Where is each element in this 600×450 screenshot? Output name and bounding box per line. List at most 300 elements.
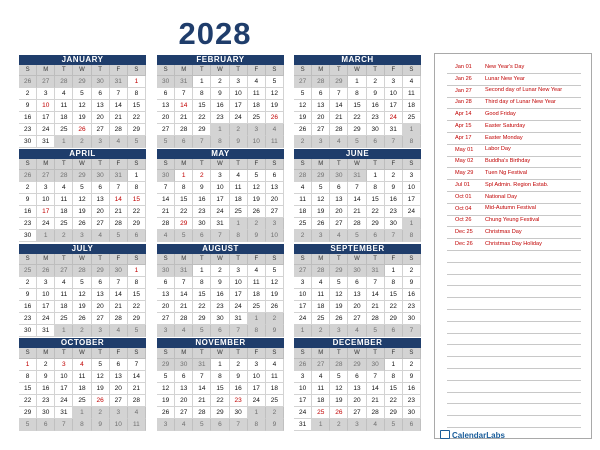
day-cell: 10: [403, 182, 421, 194]
adjacent-month-day-cell: 6: [385, 325, 403, 337]
month-days-grid: [294, 159, 421, 242]
adjacent-month-day-cell: 29: [73, 76, 91, 88]
adjacent-month-day-cell: 30: [110, 265, 128, 277]
day-cell: 10: [230, 277, 248, 289]
day-cell: 27: [348, 313, 366, 325]
holiday-name: Good Friday: [485, 110, 516, 117]
day-cell: 28: [175, 124, 193, 136]
day-cell: 6: [92, 277, 110, 289]
day-cell: 21: [110, 112, 128, 124]
weekday-label: M: [312, 65, 330, 76]
adjacent-month-day-cell: 5: [175, 230, 193, 242]
day-cell: 19: [330, 395, 348, 407]
adjacent-month-day-cell: 11: [128, 419, 146, 431]
day-cell: 30: [19, 325, 37, 337]
month-days-grid: [294, 348, 421, 431]
day-cell: 6: [92, 182, 110, 194]
day-cell: 12: [330, 289, 348, 301]
day-cell: 29: [348, 124, 366, 136]
weekday-label: M: [175, 159, 193, 170]
day-cell: 13: [92, 100, 110, 112]
adjacent-month-day-cell: 7: [385, 136, 403, 148]
day-cell: 2: [230, 359, 248, 371]
day-cell: 2: [403, 359, 421, 371]
day-cell: 2: [19, 88, 37, 100]
day-cell: 8: [128, 182, 146, 194]
adjacent-month-day-cell: 1: [248, 313, 266, 325]
day-cell: 8: [348, 88, 366, 100]
adjacent-month-day-cell: 4: [128, 407, 146, 419]
day-cell: 13: [348, 289, 366, 301]
day-cell: 19: [73, 206, 91, 218]
day-cell: 23: [403, 395, 421, 407]
weekday-label: F: [385, 254, 403, 265]
holiday-date: Oct 04: [455, 205, 472, 212]
day-cell: 31: [211, 218, 229, 230]
day-cell: 29: [175, 218, 193, 230]
weekday-label: T: [55, 65, 73, 76]
day-cell: 23: [19, 124, 37, 136]
blank-line: [447, 322, 581, 334]
adjacent-month-day-cell: 8: [403, 230, 421, 242]
day-cell: 17: [37, 112, 55, 124]
holiday-date: Oct 01: [455, 193, 472, 200]
day-cell: 6: [330, 182, 348, 194]
weekday-label: S: [19, 254, 37, 265]
month-september: [294, 244, 421, 337]
adjacent-month-day-cell: 7: [230, 419, 248, 431]
day-cell: 4: [55, 182, 73, 194]
adjacent-month-day-cell: 30: [157, 265, 175, 277]
day-cell: 1: [193, 265, 211, 277]
adjacent-month-day-cell: 6: [128, 230, 146, 242]
adjacent-month-day-cell: 29: [73, 170, 91, 182]
day-cell: 5: [266, 76, 284, 88]
weekday-label: W: [348, 159, 366, 170]
weekday-label: M: [37, 65, 55, 76]
adjacent-month-day-cell: 6: [367, 230, 385, 242]
adjacent-month-day-cell: 3: [312, 136, 330, 148]
weekday-label: T: [230, 65, 248, 76]
day-cell: 16: [19, 112, 37, 124]
day-cell: 17: [385, 100, 403, 112]
day-cell: 5: [73, 182, 91, 194]
day-cell: 10: [385, 88, 403, 100]
weekday-label: M: [37, 348, 55, 359]
blank-line: [447, 404, 581, 416]
adjacent-month-day-cell: 1: [403, 218, 421, 230]
day-cell: 6: [175, 371, 193, 383]
day-cell: 1: [348, 76, 366, 88]
adjacent-month-day-cell: 3: [110, 407, 128, 419]
day-cell: 14: [110, 194, 128, 206]
day-cell: 4: [248, 265, 266, 277]
adjacent-month-day-cell: 8: [211, 136, 229, 148]
weekday-label: M: [37, 159, 55, 170]
month-days-grid: [19, 65, 146, 148]
day-cell: 15: [19, 383, 37, 395]
day-cell: 9: [211, 88, 229, 100]
day-cell: 14: [193, 383, 211, 395]
day-cell: 18: [248, 289, 266, 301]
holiday-name: New Year's Day: [485, 63, 525, 70]
day-cell: 25: [403, 112, 421, 124]
weekday-label: S: [128, 159, 146, 170]
adjacent-month-day-cell: 5: [348, 136, 366, 148]
day-cell: 28: [110, 218, 128, 230]
day-cell: 14: [128, 371, 146, 383]
day-cell: 2: [19, 277, 37, 289]
weekday-label: S: [157, 65, 175, 76]
holiday-date: Jan 27: [455, 87, 472, 94]
adjacent-month-day-cell: 31: [367, 265, 385, 277]
adjacent-month-day-cell: 2: [92, 407, 110, 419]
day-cell: 8: [193, 88, 211, 100]
weekday-label: T: [367, 159, 385, 170]
day-cell: 1: [19, 359, 37, 371]
day-cell: 8: [193, 277, 211, 289]
month-july: [19, 244, 146, 337]
adjacent-month-day-cell: 4: [175, 419, 193, 431]
weekday-label: S: [294, 159, 312, 170]
adjacent-month-day-cell: 27: [294, 265, 312, 277]
blank-line: [447, 369, 581, 381]
day-cell: 21: [175, 112, 193, 124]
weekday-label: T: [193, 348, 211, 359]
day-cell: 20: [175, 395, 193, 407]
day-cell: 10: [37, 100, 55, 112]
day-cell: 23: [367, 112, 385, 124]
weekday-label: S: [266, 65, 284, 76]
weekday-label: T: [193, 159, 211, 170]
day-cell: 28: [157, 218, 175, 230]
weekday-label: T: [330, 348, 348, 359]
day-cell: 2: [193, 170, 211, 182]
day-cell: 3: [230, 76, 248, 88]
day-cell: 30: [385, 218, 403, 230]
adjacent-month-day-cell: 31: [175, 76, 193, 88]
adjacent-month-day-cell: 6: [403, 419, 421, 431]
day-cell: 18: [55, 112, 73, 124]
weekday-label: T: [92, 159, 110, 170]
weekday-label: M: [312, 159, 330, 170]
day-cell: 13: [157, 289, 175, 301]
day-cell: 28: [110, 313, 128, 325]
day-cell: 21: [175, 301, 193, 313]
day-cell: 22: [385, 395, 403, 407]
day-cell: 21: [367, 301, 385, 313]
day-cell: 29: [211, 407, 229, 419]
adjacent-month-day-cell: 9: [230, 136, 248, 148]
adjacent-month-day-cell: 31: [193, 359, 211, 371]
day-cell: 20: [330, 206, 348, 218]
day-cell: 14: [110, 100, 128, 112]
weekday-label: M: [175, 254, 193, 265]
day-cell: 5: [248, 170, 266, 182]
adjacent-month-day-cell: 10: [266, 230, 284, 242]
month-days-grid: [19, 159, 146, 242]
weekday-label: W: [73, 254, 91, 265]
blank-line: [447, 345, 581, 357]
weekday-label: S: [294, 254, 312, 265]
day-cell: 15: [128, 289, 146, 301]
adjacent-month-day-cell: 8: [248, 419, 266, 431]
day-cell: 21: [330, 112, 348, 124]
day-cell: 20: [110, 383, 128, 395]
day-cell: 1: [128, 170, 146, 182]
day-cell: 16: [211, 100, 229, 112]
day-cell: 5: [294, 88, 312, 100]
day-cell: 31: [385, 124, 403, 136]
day-cell: 6: [157, 277, 175, 289]
weekday-label: W: [348, 254, 366, 265]
day-cell: 9: [37, 371, 55, 383]
day-cell: 27: [175, 407, 193, 419]
day-cell: 9: [367, 88, 385, 100]
day-cell: 31: [294, 419, 312, 431]
adjacent-month-day-cell: 1: [55, 136, 73, 148]
day-cell: 16: [403, 289, 421, 301]
day-cell: 6: [92, 88, 110, 100]
month-may: [157, 149, 284, 242]
adjacent-month-day-cell: 3: [73, 230, 91, 242]
day-cell: 4: [230, 170, 248, 182]
day-cell: 26: [330, 407, 348, 419]
day-cell: 12: [294, 100, 312, 112]
day-cell: 3: [294, 371, 312, 383]
month-header: JULY: [19, 244, 146, 254]
adjacent-month-day-cell: 9: [266, 325, 284, 337]
day-cell: 30: [193, 218, 211, 230]
brand-logo: [440, 431, 505, 440]
day-cell: 1: [385, 359, 403, 371]
weekday-label: M: [312, 348, 330, 359]
day-cell: 18: [73, 383, 91, 395]
blank-line: [447, 298, 581, 310]
day-cell: 14: [175, 289, 193, 301]
day-cell: 12: [73, 194, 91, 206]
holiday-name: Spl Admin. Region Estab.: [485, 181, 549, 188]
day-cell: 18: [55, 301, 73, 313]
day-cell: 14: [367, 383, 385, 395]
day-cell: 12: [312, 194, 330, 206]
day-cell: 23: [385, 206, 403, 218]
day-cell: 29: [193, 124, 211, 136]
holiday-row: [447, 227, 581, 239]
day-cell: 21: [157, 206, 175, 218]
day-cell: 9: [403, 277, 421, 289]
day-cell: 1: [175, 170, 193, 182]
weekday-label: F: [110, 348, 128, 359]
adjacent-month-day-cell: 5: [128, 325, 146, 337]
holiday-row: [447, 74, 581, 86]
adjacent-month-day-cell: 29: [330, 265, 348, 277]
day-cell: 20: [92, 112, 110, 124]
adjacent-month-day-cell: 10: [110, 419, 128, 431]
day-cell: 1: [211, 359, 229, 371]
weekday-label: S: [294, 348, 312, 359]
holiday-name: Chung Yeung Festival: [485, 217, 540, 224]
day-cell: 12: [266, 88, 284, 100]
day-cell: 25: [230, 206, 248, 218]
weekday-label: S: [294, 65, 312, 76]
day-cell: 18: [230, 194, 248, 206]
holiday-name: Tuen Ng Festival: [485, 169, 528, 176]
day-cell: 27: [92, 313, 110, 325]
adjacent-month-day-cell: 30: [157, 170, 175, 182]
day-cell: 2: [367, 76, 385, 88]
adjacent-month-day-cell: 2: [55, 230, 73, 242]
holiday-date: Dec 25: [455, 229, 473, 236]
day-cell: 8: [175, 182, 193, 194]
holiday-row: [447, 204, 581, 216]
day-cell: 5: [157, 371, 175, 383]
day-cell: 12: [330, 383, 348, 395]
day-cell: 12: [248, 182, 266, 194]
holiday-date: Apr 15: [455, 123, 472, 129]
adjacent-month-day-cell: 28: [294, 170, 312, 182]
adjacent-month-day-cell: 2: [266, 313, 284, 325]
day-cell: 26: [294, 124, 312, 136]
holiday-row: [447, 145, 581, 157]
weekday-label: T: [55, 348, 73, 359]
day-cell: 27: [157, 124, 175, 136]
day-cell: 9: [193, 182, 211, 194]
day-cell: 16: [211, 289, 229, 301]
day-cell: 26: [266, 112, 284, 124]
day-cell: 26: [73, 313, 91, 325]
blank-line: [447, 357, 581, 369]
holiday-row: [447, 133, 581, 145]
adjacent-month-day-cell: 5: [128, 136, 146, 148]
day-cell: 23: [211, 112, 229, 124]
day-cell: 17: [294, 301, 312, 313]
weekday-label: W: [348, 348, 366, 359]
day-cell: 4: [55, 88, 73, 100]
adjacent-month-day-cell: 27: [312, 359, 330, 371]
adjacent-month-day-cell: 26: [294, 359, 312, 371]
day-cell: 10: [55, 371, 73, 383]
adjacent-month-day-cell: 30: [367, 359, 385, 371]
day-cell: 27: [92, 124, 110, 136]
day-cell: 24: [385, 112, 403, 124]
day-cell: 15: [367, 194, 385, 206]
day-cell: 31: [37, 325, 55, 337]
day-cell: 21: [193, 395, 211, 407]
day-cell: 9: [19, 100, 37, 112]
day-cell: 9: [403, 371, 421, 383]
weekday-label: W: [73, 159, 91, 170]
day-cell: 12: [157, 383, 175, 395]
holiday-date: Jan 01: [455, 64, 472, 70]
day-cell: 13: [92, 289, 110, 301]
day-cell: 24: [230, 112, 248, 124]
holiday-name: National Day: [485, 193, 518, 200]
day-cell: 7: [128, 359, 146, 371]
day-cell: 26: [92, 395, 110, 407]
weekday-label: T: [193, 65, 211, 76]
day-cell: 18: [312, 301, 330, 313]
weekday-label: W: [211, 159, 229, 170]
day-cell: 18: [248, 100, 266, 112]
day-cell: 25: [312, 407, 330, 419]
month-days-grid: [157, 254, 284, 337]
day-cell: 16: [19, 206, 37, 218]
day-cell: 16: [385, 194, 403, 206]
blank-line: [447, 274, 581, 286]
holiday-name: Labor Day: [485, 146, 511, 153]
day-cell: 22: [193, 112, 211, 124]
day-cell: 29: [128, 313, 146, 325]
day-cell: 11: [312, 383, 330, 395]
weekday-label: S: [403, 65, 421, 76]
adjacent-month-day-cell: 1: [248, 407, 266, 419]
day-cell: 18: [266, 383, 284, 395]
day-cell: 8: [211, 371, 229, 383]
holiday-row: [447, 121, 581, 133]
weekday-label: F: [385, 159, 403, 170]
day-cell: 7: [367, 277, 385, 289]
day-cell: 7: [110, 182, 128, 194]
adjacent-month-day-cell: 6: [211, 325, 229, 337]
day-cell: 9: [385, 182, 403, 194]
day-cell: 14: [348, 194, 366, 206]
day-cell: 21: [367, 395, 385, 407]
weekday-label: F: [248, 65, 266, 76]
adjacent-month-day-cell: 4: [157, 230, 175, 242]
day-cell: 24: [230, 301, 248, 313]
adjacent-month-day-cell: 9: [92, 419, 110, 431]
holiday-name: Christmas Day: [485, 228, 522, 235]
adjacent-month-day-cell: 2: [230, 124, 248, 136]
day-cell: 17: [211, 194, 229, 206]
day-cell: 20: [92, 206, 110, 218]
day-cell: 30: [19, 230, 37, 242]
day-cell: 25: [266, 395, 284, 407]
weekday-label: F: [248, 254, 266, 265]
day-cell: 24: [294, 313, 312, 325]
calendar-icon: [440, 430, 450, 439]
adjacent-month-day-cell: 3: [157, 325, 175, 337]
day-cell: 30: [211, 313, 229, 325]
day-cell: 17: [37, 206, 55, 218]
day-cell: 17: [248, 383, 266, 395]
adjacent-month-day-cell: 2: [73, 136, 91, 148]
holiday-date: Apr 14: [455, 111, 472, 118]
blank-line: [447, 381, 581, 393]
holiday-date: May 02: [455, 158, 474, 165]
day-cell: 20: [348, 301, 366, 313]
month-october: [19, 338, 146, 431]
weekday-label: T: [230, 348, 248, 359]
weekday-label: T: [55, 159, 73, 170]
day-cell: 19: [157, 395, 175, 407]
day-cell: 20: [157, 112, 175, 124]
day-cell: 9: [19, 289, 37, 301]
day-cell: 7: [330, 88, 348, 100]
holiday-date: Dec 26: [455, 241, 473, 247]
adjacent-month-day-cell: 7: [230, 325, 248, 337]
day-cell: 16: [19, 301, 37, 313]
adjacent-month-day-cell: 3: [330, 325, 348, 337]
day-cell: 30: [37, 407, 55, 419]
day-cell: 5: [73, 88, 91, 100]
adjacent-month-day-cell: 4: [330, 230, 348, 242]
adjacent-month-day-cell: 28: [55, 76, 73, 88]
adjacent-month-day-cell: 5: [110, 230, 128, 242]
day-cell: 22: [385, 301, 403, 313]
month-days-grid: [157, 159, 284, 242]
